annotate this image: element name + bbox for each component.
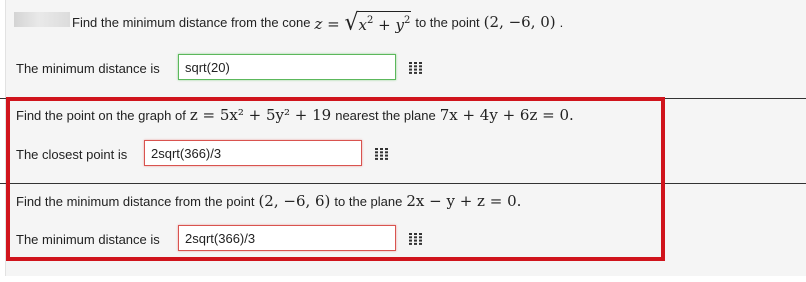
question-1 — [72, 8, 564, 36]
answer-2-label: The closest point is — [16, 147, 128, 162]
answer-3-input[interactable]: 2sqrt(366)/3 — [178, 225, 396, 251]
cone-equation — [314, 8, 411, 36]
question-2-plane: 7x + 4y + 6z = 0. — [439, 106, 574, 124]
question-3-point: (2, −6, 6) — [258, 192, 331, 210]
question-1-text-mid: to the point — [415, 14, 480, 30]
question-2-text-mid: nearest the plane — [335, 107, 436, 123]
answer-1-input[interactable]: sqrt(20) — [178, 54, 396, 80]
cone-equation-lhs: z = — [314, 14, 340, 33]
redacted-region — [14, 12, 70, 27]
question-1-text: Find the minimum distance from the cone — [72, 14, 311, 30]
answer-2-input[interactable]: 2sqrt(366)/3 — [144, 140, 362, 166]
sqrt-expression — [344, 8, 411, 36]
paraboloid-equation: z = 5x² + 5y² + 19 — [189, 106, 332, 124]
grid-keypad-icon[interactable] — [405, 58, 425, 78]
question-3-text-mid: to the plane — [334, 193, 403, 209]
answer-3-label: The minimum distance is — [16, 232, 160, 247]
radical-sign: √ — [344, 8, 359, 36]
question-3-text: Find the minimum distance from the point — [16, 193, 255, 209]
question-2-text: Find the point on the graph of — [16, 107, 186, 123]
question-3-plane: 2x − y + z = 0. — [406, 192, 522, 210]
question-1-period: . — [559, 14, 564, 30]
question-1-point: (2, −6, 0) — [483, 13, 556, 31]
radicand: $x^2 + y^2$ — [358, 11, 412, 34]
answer-1-label: The minimum distance is — [16, 61, 160, 76]
highlight-box — [6, 97, 665, 261]
